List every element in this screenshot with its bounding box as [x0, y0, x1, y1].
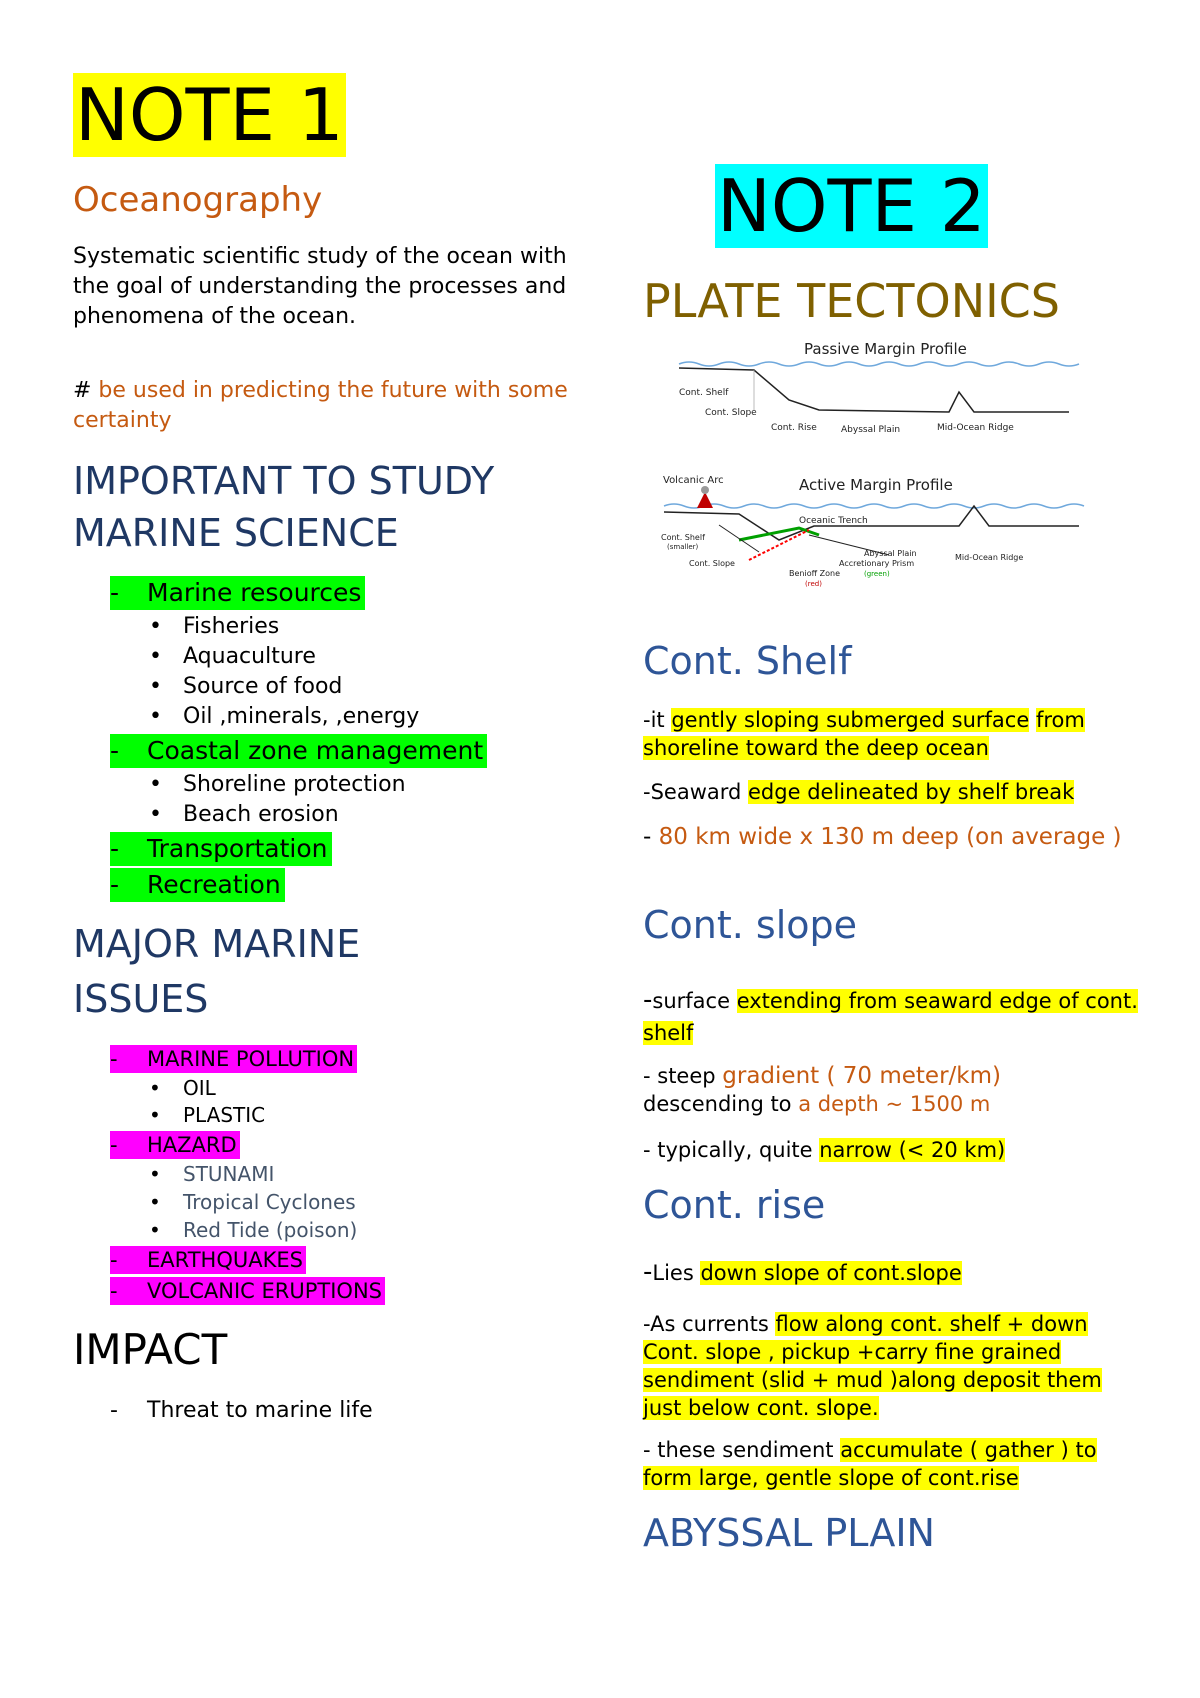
important-heading: IMPORTANT TO STUDY MARINE SCIENCE: [73, 459, 495, 555]
slope-line-3: - typically, quite narrow (< 20 km): [643, 1138, 1006, 1162]
important-item-marine-resources: - Marine resources: [110, 576, 365, 610]
active-label: Abyssal Plain: [864, 549, 917, 558]
issue-sub: • Red Tide (poison): [183, 1216, 357, 1244]
sub-item: • Fisheries: [183, 612, 279, 642]
important-item-recreation: - Recreation: [110, 868, 285, 902]
sub-item: • Beach erosion: [183, 800, 339, 830]
passive-label: Mid-Ocean Ridge: [937, 423, 1014, 433]
active-label: Benioff Zone: [789, 569, 841, 578]
sub-item: • Shoreline protection: [183, 770, 406, 800]
active-label: Cont. Shelf: [661, 533, 705, 542]
active-label: (red): [805, 580, 822, 588]
hash-note: [73, 376, 573, 436]
sub-item: • Oil ,minerals, ,energy: [183, 702, 419, 732]
issue-sub: • OIL: [183, 1074, 216, 1102]
passive-title: Passive Margin Profile: [804, 340, 967, 358]
important-item-transportation: - Transportation: [110, 832, 332, 866]
impact-item: - Threat to marine life: [110, 1398, 373, 1423]
passive-label: Abyssal Plain: [841, 425, 901, 435]
shelf-line-1: -it gently sloping submerged surface from shoreline toward the deep ocean: [643, 708, 1085, 760]
issue-sub: • PLASTIC: [183, 1101, 265, 1129]
impact-heading: IMPACT: [73, 1325, 228, 1374]
important-item-coastal-zone: - Coastal zone management: [110, 734, 487, 768]
margin-profile-diagram: [659, 330, 1109, 600]
active-label: (smaller): [667, 543, 699, 551]
rise-line-2: -As currents flow along cont. shelf + down Cont. slope , pickup +carry fine grained sendiment (slid + mud )along deposit them just below cont. slope.: [643, 1312, 1102, 1420]
sub-item: • Source of food: [183, 672, 342, 702]
slope-heading: Cont. slope: [643, 903, 858, 947]
active-label: Accretionary Prism: [839, 559, 915, 568]
note1-title: NOTE 1: [75, 73, 344, 157]
issues-heading: MAJOR MARINE ISSUES: [73, 922, 361, 1021]
issue-earthquakes: - EARTHQUAKES: [110, 1246, 306, 1274]
slope-line-2: - steep gradient ( 70 meter/km) descending to a depth ~ 1500 m: [643, 1063, 1001, 1116]
volcanic-arc-label: Volcanic Arc: [663, 475, 724, 486]
oceanic-trench-label: Oceanic Trench: [799, 516, 868, 526]
issue-marine-pollution: - MARINE POLLUTION: [110, 1045, 357, 1073]
slope-line-1: -surface extending from seaward edge of cont. shelf: [643, 985, 1138, 1045]
issue-volcanic: - VOLCANIC ERUPTIONS: [110, 1277, 385, 1305]
issue-hazard: - HAZARD: [110, 1131, 240, 1159]
shelf-heading: Cont. Shelf: [643, 639, 852, 683]
oceanography-definition: Systematic scientific study of the ocean with the goal of understanding the processes and phenomena of the ocean.: [73, 244, 567, 329]
rise-heading: Cont. rise: [643, 1183, 826, 1227]
passive-label: Cont. Rise: [771, 423, 817, 433]
hash-note-text: be used in predicting the future with some certainty: [73, 378, 568, 433]
note2-subtitle: PLATE TECTONICS: [643, 274, 1060, 328]
shelf-line-3: - 80 km wide x 130 m deep (on average ): [643, 824, 1122, 850]
note1-subtitle: Oceanography: [73, 180, 323, 220]
active-label: Mid-Ocean Ridge: [955, 553, 1024, 562]
passive-label: Cont. Slope: [705, 408, 757, 418]
rise-line-1: -Lies down slope of cont.slope: [643, 1257, 962, 1287]
shelf-line-2: -Seaward edge delineated by shelf break: [643, 780, 1075, 804]
abyssal-heading: ABYSSAL PLAIN: [643, 1511, 935, 1555]
active-label: (green): [864, 570, 890, 578]
sub-item: • Aquaculture: [183, 642, 316, 672]
passive-label: Cont. Shelf: [679, 388, 729, 398]
hash-mark: #: [73, 378, 92, 403]
note2-title: NOTE 2: [717, 164, 986, 248]
active-title: Active Margin Profile: [799, 476, 953, 494]
active-label: Cont. Slope: [689, 559, 735, 568]
issue-sub: • Tropical Cyclones: [183, 1188, 356, 1216]
rise-line-3: - these sendiment accumulate ( gather ) to form large, gentle slope of cont.rise: [643, 1438, 1097, 1490]
issue-sub: • STUNAMI: [183, 1160, 274, 1188]
